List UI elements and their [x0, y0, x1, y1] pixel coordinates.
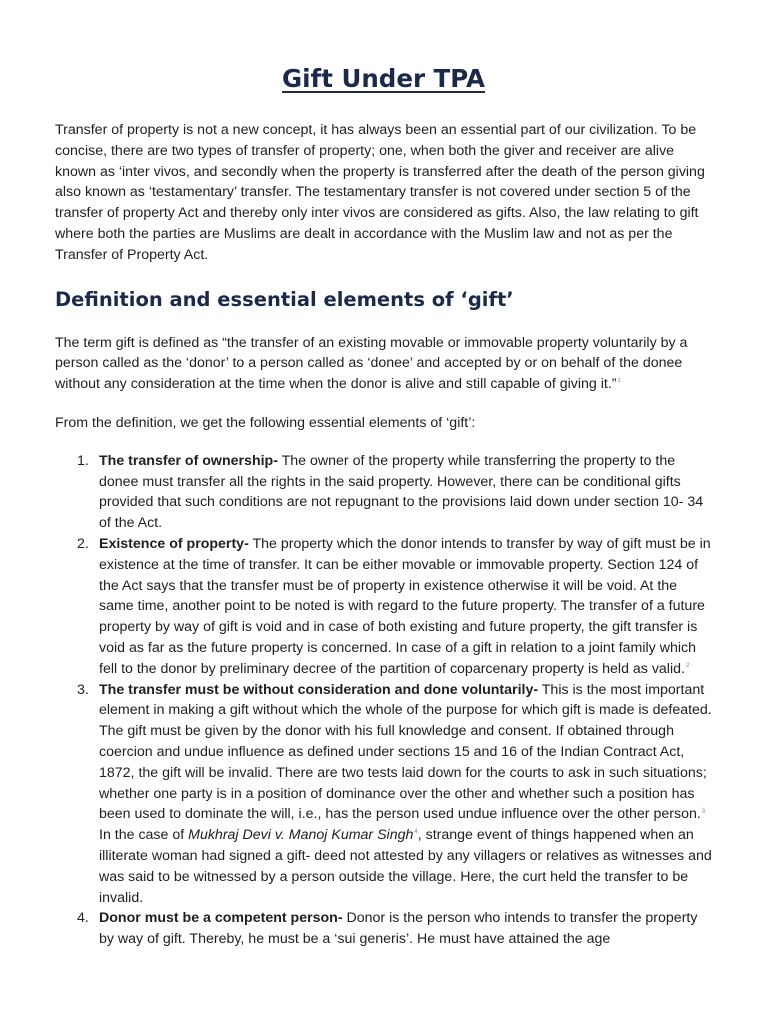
section-heading: Definition and essential elements of ‘gift’	[55, 287, 514, 311]
element-lead: The transfer of ownership-	[99, 452, 278, 469]
intro-paragraph: Transfer of property is not a new concept, it has always been an essential part of our civilization. To be concise, there are two types of transfer of property; one, when both the giver and receiver are alive known as ‘inter vivos, and secondly when the property is transferred after the death of the person giving also known as ‘testamentary’ transfer. The testamentary transfer is not covered under section 5 of the transfer of property Act and thereby only inter vivos are considered as gifts. Also, the law relating to gift where both the parties are Muslims are dealt in accordance with the Muslim law and not as per the Transfer of Property Act.	[55, 122, 705, 263]
elements-list	[55, 451, 712, 950]
element-lead: Existence of property-	[99, 535, 249, 552]
footnote-ref[interactable]: 3	[701, 808, 706, 815]
list-item	[55, 451, 712, 534]
element-text: The owner of the property while transferring the property to the donee must transfer all the rights in the said property. However, there can be conditional gifts provided that such conditions are not repugnant to the provisions laid down under section 10- 34 of the Act.	[99, 452, 704, 532]
definition-paragraph	[55, 333, 712, 395]
element-lead: Donor must be a competent person-	[99, 910, 343, 927]
element-text-continued: , strange event of things happened when an illiterate woman had signed a gift- deed not attested by any villagers or relatives as witnesses and was said to be witnessed by a person outside the village. Here, the curt held the transfer to be invalid.	[99, 827, 712, 906]
footnote-ref[interactable]: 2	[685, 663, 690, 669]
list-item	[55, 908, 712, 950]
element-lead: The transfer must be without consideration and done voluntarily-	[99, 681, 539, 698]
document-title: Gift Under TPA	[282, 64, 485, 93]
element-text: The property which the donor intends to transfer by way of gift must be in existence at the time of transfer. It can be either movable or immovable property. Section 124 of the Act says that the transfer must be of property in existence otherwise it will be void. At the same time, another point to be noted is with regard to the future property. The transfer of a future property by way of gift is void and in case of both existing and future property, the gift transfer is void as far as the future property is concerned. In case of a gift in relation to a joint family which fell to the donor by preliminary decree of the partition of coparcenary property is held as valid.	[99, 535, 711, 677]
footnote-ref[interactable]: 1	[617, 378, 621, 385]
list-number: 4.	[77, 910, 89, 927]
element-text-continued: In the case of	[99, 827, 189, 844]
element-text: This is the most important element in making a gift without which the whole of the purpose for which gift is made is defeated. The gift must be given by the donor with his full knowledge and consent. If obtained through coercion and undue influence as defined under sections 15 and 16 of the Indian Contract Act, 1872, the gift will be invalid. There are two tests laid down for the courts to ask in such situations; whether one party is in a position of dominance over the other and whether such a position has been used to dominate the will, i.e., has the person used undue influence over the other person.	[99, 681, 712, 823]
list-item	[55, 534, 712, 680]
list-item	[55, 680, 712, 909]
footnote-ref[interactable]: 4	[414, 829, 418, 836]
elements-intro: From the definition, we get the following essential elements of ‘gift’:	[55, 414, 476, 431]
list-number: 3.	[77, 681, 89, 698]
case-name: Mukhraj Devi v. Manoj Kumar Singh	[188, 827, 414, 844]
definition-text: The term gift is defined as “the transfer of an existing movable or immovable property voluntarily by a person called as the ‘donor’ to a person called as ‘donee’ and accepted by or on behalf of the donee without any consideration at the time when the donor is alive and still capable of giving it.”	[55, 334, 688, 393]
list-number: 2.	[77, 535, 89, 552]
element-text: Donor is the person who intends to transfer the property by way of gift. Thereby, he must be a ‘sui generis’. He must have attained the age	[99, 910, 698, 948]
list-number: 1.	[77, 452, 89, 469]
